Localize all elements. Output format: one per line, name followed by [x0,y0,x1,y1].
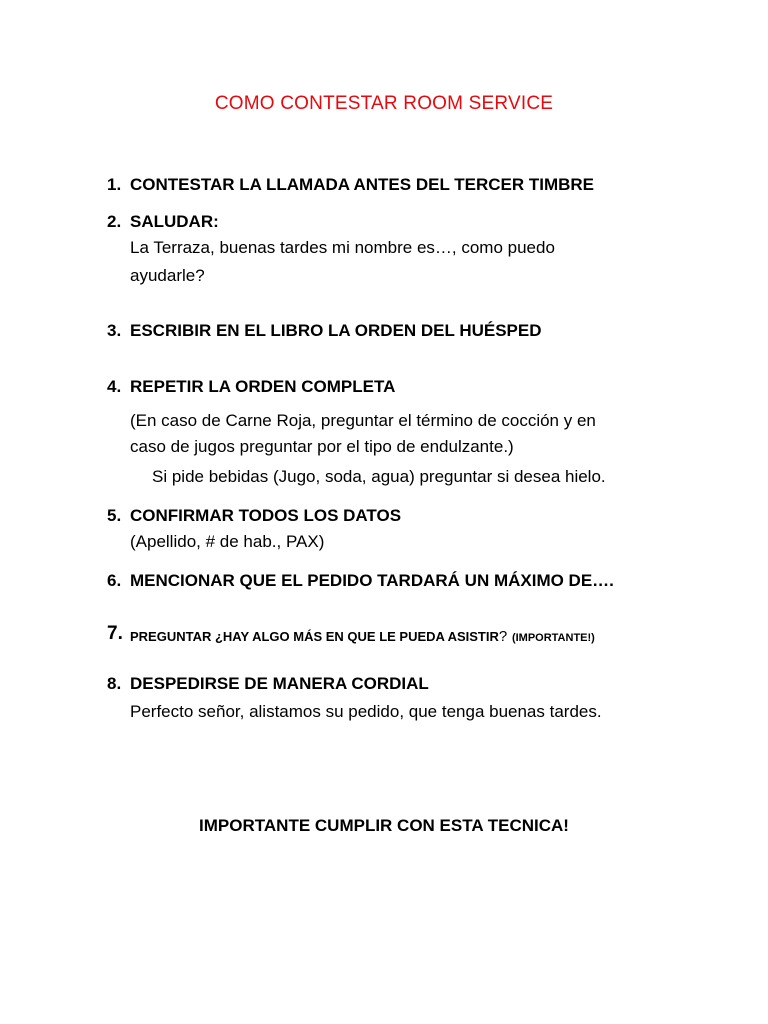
importance-note: (IMPORTANTE!) [511,632,595,644]
item-heading [130,626,595,646]
question-mark: ? [498,628,508,645]
item-number: 4. [107,377,122,396]
item-number: 2. [107,212,122,231]
item-heading: MENCIONAR QUE EL PEDIDO TARDARÁ UN MÁXIMO DE…. [130,571,614,590]
item-number: 7. [107,623,123,644]
item-heading: DESPEDIRSE DE MANERA CORDIAL [130,674,429,693]
item-number: 8. [107,674,122,693]
item-number: 5. [107,506,122,525]
item-heading: REPETIR LA ORDEN COMPLETA [130,377,396,396]
item-text-line: (En caso de Carne Roja, preguntar el término de cocción y en [130,411,596,430]
page-title: COMO CONTESTAR ROOM SERVICE [214,93,554,114]
item-text-line: Si pide bebidas (Jugo, soda, agua) preguntar si desea hielo. [152,467,606,486]
item-text-line: ayudarle? [130,266,205,285]
item-number: 1. [107,175,122,194]
item-text-line: (Apellido, # de hab., PAX) [130,532,325,551]
item-heading: SALUDAR: [130,212,219,231]
item-text-line: Perfecto señor, alistamos su pedido, que tenga buenas tardes. [130,702,602,721]
item-number: 3. [107,321,122,340]
footer-note: IMPORTANTE CUMPLIR CON ESTA TECNICA! [199,816,569,835]
item-heading: ESCRIBIR EN EL LIBRO LA ORDEN DEL HUÉSPED [130,321,542,340]
item-text-line: caso de jugos preguntar por el tipo de endulzante.) [130,437,514,456]
item-heading: CONTESTAR LA LLAMADA ANTES DEL TERCER TIMBRE [130,175,595,194]
item-heading-text: PREGUNTAR ¿HAY ALGO MÁS EN QUE LE PUEDA ASISTIR [130,629,499,644]
item-heading: CONFIRMAR TODOS LOS DATOS [130,506,402,525]
item-number: 6. [107,571,122,590]
item-text-line: La Terraza, buenas tardes mi nombre es…, como puedo [130,238,555,257]
